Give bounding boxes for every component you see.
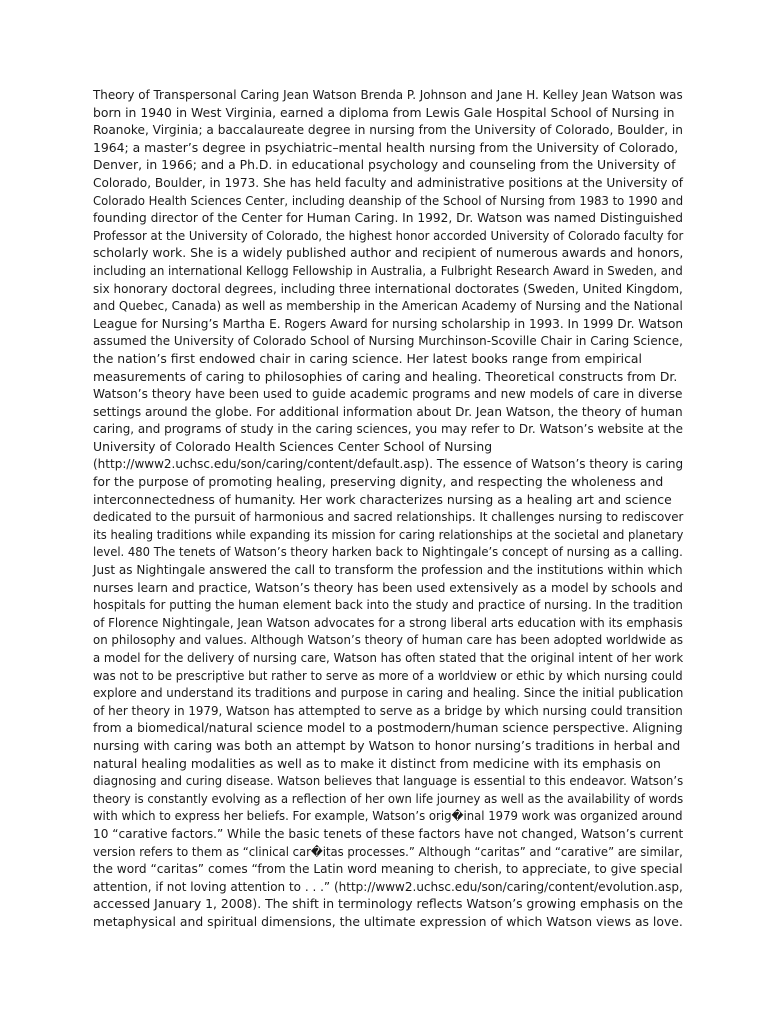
text-line: measurements of caring to philosophies of caring and healing. Theoretical constructs from Dr. <box>93 368 678 384</box>
text-line: the word “caritas” comes “from the Latin word meaning to cherish, to appreciate, to give special <box>93 861 683 877</box>
text-line: Colorado Health Sciences Center, including deanship of the School of Nursing from 1983 to 1990 and <box>93 192 684 208</box>
text-line: with which to express her beliefs. For example, Watson’s orig�inal 1979 work was organized around <box>93 808 683 824</box>
text-line: nurses learn and practice, Watson’s theory has been used extensively as a model by schools and <box>93 579 683 595</box>
text-line: interconnectedness of humanity. Her work characterizes nursing as a healing art and science <box>93 491 672 507</box>
text-line: metaphysical and spiritual dimensions, the ultimate expression of which Watson views as love. <box>93 913 683 929</box>
text-line: a model for the delivery of nursing care, Watson has often stated that the original intent of her work <box>93 650 684 665</box>
body-text <box>93 86 683 931</box>
text-line: natural healing modalities as well as to make it distinct from medicine with its emphasis on <box>93 755 661 771</box>
text-line: dedicated to the pursuit of harmonious and sacred relationships. It challenges nursing to rediscover <box>93 509 684 525</box>
text-line: settings around the globe. For additional information about Dr. Jean Watson, the theory of human <box>93 403 683 419</box>
text-line: six honorary doctoral degrees, including three international doctorates (Sweden, United Kingdom, <box>93 280 683 296</box>
text-line: nursing with caring was both an attempt by Watson to honor nursing’s traditions in herbal and <box>93 737 681 753</box>
text-line: Roanoke, Virginia; a baccalaureate degree in nursing from the University of Colorado, Boulder, in <box>93 122 683 138</box>
text-line: including an international Kellogg Fellowship in Australia, a Fulbright Research Award in Sweden, and <box>93 262 683 278</box>
text-line: Theory of Transpersonal Caring Jean Watson Brenda P. Johnson and Jane H. Kelley Jean Watson was <box>93 87 683 102</box>
text-line: Denver, in 1966; and a Ph.D. in educational psychology and counseling from the University of <box>93 157 676 173</box>
text-line: on philosophy and values. Although Watson’s theory of human care has been adopted worldwide as <box>93 632 684 648</box>
text-line: from a biomedical/natural science model to a postmodern/human science perspective. Aligning <box>93 720 683 736</box>
text-line: Just as Nightingale answered the call to transform the profession and the institutions within which <box>93 562 683 578</box>
text-line: born in 1940 in West Virginia, earned a diploma from Lewis Gale Hospital School of Nursing in <box>93 104 675 120</box>
text-line: theory is constantly evolving as a reflection of her own life journey as well as the availability of words <box>93 790 684 806</box>
text-line: 1964; a master’s degree in psychiatric–mental health nursing from the University of Colorado, <box>93 139 679 155</box>
text-line: diagnosing and curing disease. Watson believes that language is essential to this endeavor. Watson’s <box>93 773 684 789</box>
text-line: founding director of the Center for Human Caring. In 1992, Dr. Watson was named Distinguished <box>93 210 684 226</box>
text-line: hospitals for putting the human element back into the study and practice of nursing. In the tradition <box>93 597 683 613</box>
text-line: (http://www2.uchsc.edu/son/caring/content/default.asp). The essence of Watson’s theory is caring <box>93 456 684 472</box>
text-line: version refers to them as “clinical car�itas processes.” Although “caritas” and “carative” are similar, <box>93 843 683 859</box>
text-line: its healing traditions while expanding its mission for caring relationships at the societal and planetary <box>93 526 684 542</box>
text-line: assumed the University of Colorado School of Nursing Murchinson-Scoville Chair in Caring Science, <box>93 333 683 349</box>
text-line: explore and understand its traditions and purpose in caring and healing. Since the initial publication <box>93 685 684 701</box>
text-line: was not to be prescriptive but rather to serve as more of a worldview or ethic by which nursing could <box>93 667 683 683</box>
text-line: Professor at the University of Colorado, the highest honor accorded University of Colorado faculty for <box>93 227 684 243</box>
text-line: level. 480 The tenets of Watson’s theory harken back to Nightingale’s concept of nursing as a calling. <box>93 544 683 560</box>
text-line: Watson’s theory have been used to guide academic programs and new models of care in diverse <box>93 386 683 402</box>
text-line: attention, if not loving attention to . . .” (http://www2.uchsc.edu/son/caring/content/evolution.asp, <box>93 878 683 894</box>
text-line: and Quebec, Canada) as well as membership in the American Academy of Nursing and the National <box>93 298 683 314</box>
text-line: the nation’s first endowed chair in caring science. Her latest books range from empirical <box>93 350 642 366</box>
text-line: for the purpose of promoting healing, preserving dignity, and respecting the wholeness and <box>93 474 664 490</box>
text-line: Colorado, Boulder, in 1973. She has held faculty and administrative positions at the University of <box>93 174 684 190</box>
text-line: 10 “carative factors.” While the basic tenets of these factors have not changed, Watson’s current <box>93 825 684 841</box>
text-line: accessed January 1, 2008). The shift in terminology reflects Watson’s growing emphasis on the <box>93 896 684 912</box>
text-line: of her theory in 1979, Watson has attempted to serve as a bridge by which nursing could transition <box>93 702 683 718</box>
text-line: of Florence Nightingale, Jean Watson advocates for a strong liberal arts education with its emphasis <box>93 614 683 630</box>
text-line: University of Colorado Health Sciences Center School of Nursing <box>93 438 493 454</box>
text-line: scholarly work. She is a widely published author and recipient of numerous awards and honors, <box>93 245 684 261</box>
text-line: caring, and programs of study in the caring sciences, you may refer to Dr. Watson’s website at the <box>93 421 683 437</box>
text-line: League for Nursing’s Martha E. Rogers Award for nursing scholarship in 1993. In 1999 Dr. Watson <box>93 315 684 331</box>
